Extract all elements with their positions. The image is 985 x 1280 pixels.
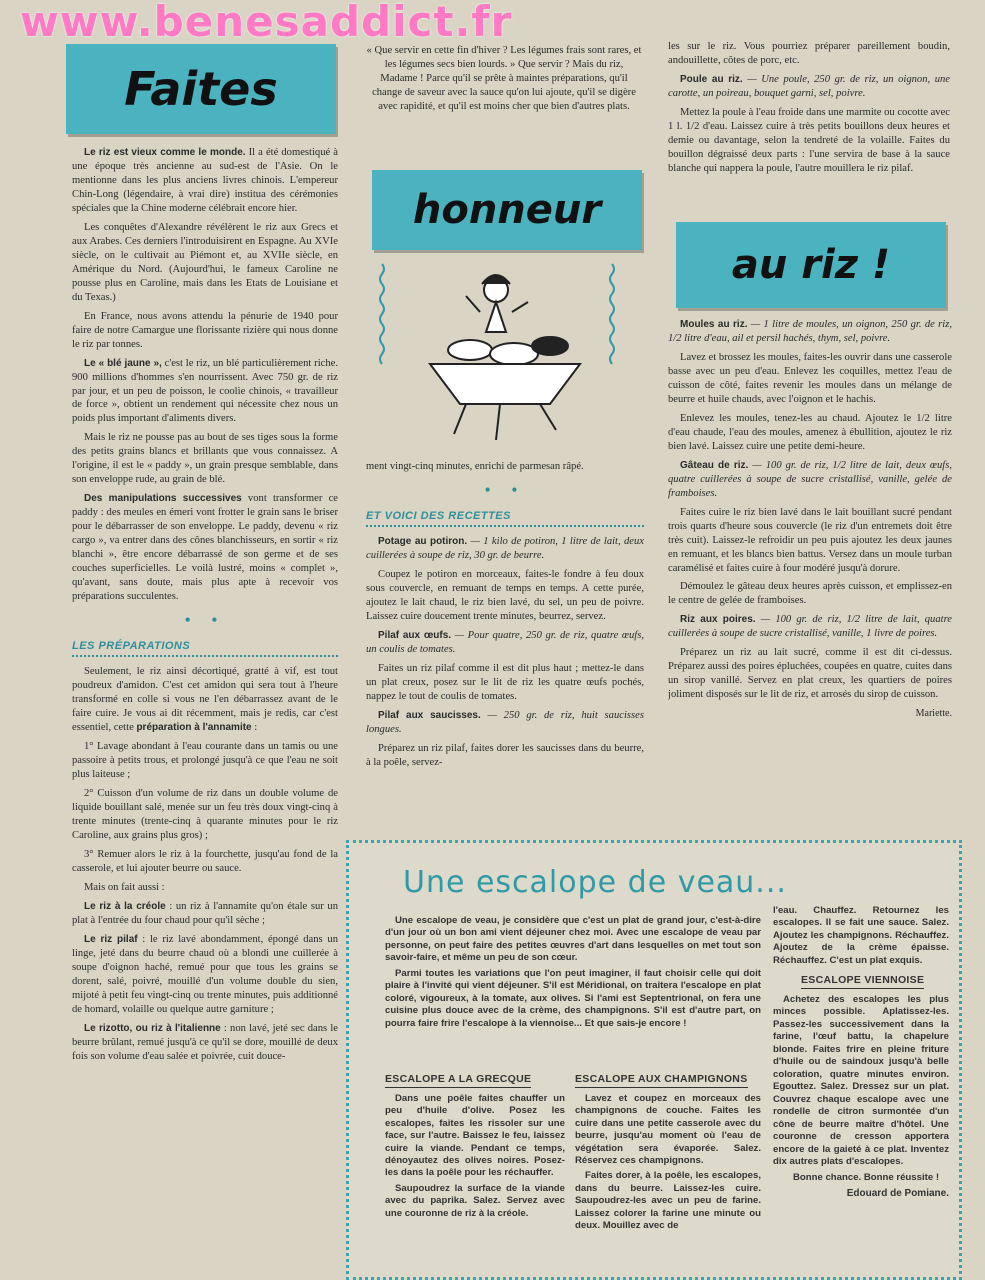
lead: Riz aux poires. [680, 614, 756, 626]
banner-honneur-text: honneur [412, 186, 602, 233]
paragraph: Préparez un riz pilaf, faites dorer les saucisses dans du beurre, à la poêle, servez- [366, 742, 644, 768]
escalope-right-column [773, 905, 949, 1277]
paragraph: ment vingt-cinq minutes, enrichi de parmesan râpé. [366, 461, 584, 472]
banner-honneur [372, 170, 642, 250]
lead: Des manipulations successives [84, 493, 242, 505]
heading-grecque: ESCALOPE A LA GRECQUE [385, 1073, 531, 1088]
paragraph: Mais on fait aussi : [84, 881, 165, 893]
banner-faites [66, 44, 336, 134]
paragraph: Coupez le potiron en morceaux, faites-le fondre à feu doux sous couvercle, en remuant de temps en temps. A cette purée, ajoutez le lait chaud, le riz bien lavé, du sel, un peu de poivre. Laissez cuire doucement trente minutes, beurrez, servez. [366, 569, 644, 623]
lead: Pilaf aux œufs. [378, 630, 452, 642]
lead: Potage au potiron. [378, 536, 468, 548]
signature-pomiane: Edouard de Pomiane. [846, 1188, 949, 1200]
column-3-top [668, 40, 950, 220]
column-3-bottom [668, 318, 952, 832]
paragraph: Démoulez le gâteau deux heures après cuisson, et emplissez-en le centre de gelée de framboises. [668, 581, 952, 607]
paragraph: Saupoudrez la surface de la viande avec du paprika. Salez. Servez avec une couronne de riz à la créole. [385, 1182, 565, 1219]
paragraph: « Que servir en cette fin d'hiver ? Les légumes frais sont rares, et les légumes secs bien lourds. » Que servir ? Mais du riz, Madame ! Parce qu'il se prête à maintes préparations, qu'il change de saveur avec la sauce qu'on lui ajoute, qu'il se digère avec rapidité, et qu'il est moins cher que bien d'autres plats. [366, 45, 642, 112]
escalope-champignons [575, 1069, 761, 1275]
heading-champignons: ESCALOPE AUX CHAMPIGNONS [575, 1073, 748, 1088]
heading-viennoise: ESCALOPE VIENNOISE [801, 974, 924, 989]
paragraph: Mais le riz ne pousse pas au bout de ses tiges sous la forme des petits grains blancs et brillants que vous connaissez. A l'origine, il est le « paddy », un grain presque semblable, dans son enveloppe rude, au grain de blé. [72, 432, 338, 486]
lead: Pilaf aux saucisses. [378, 709, 481, 721]
paragraph: Une escalope de veau, je considère que c'est un plat de grand jour, c'est-à-dire d'un jour où un bon ami vient déjeuner chez moi. Avec une escalope de veau par personne, on peut faire des petites œuvres d'art dans lesquelles on met tout son savoir-faire, et même un peu de son cœur. [385, 915, 761, 964]
paragraph: Le rizotto, ou riz à l'italienne : non lavé, jeté sec dans le beurre brûlant, remué jusqu'à ce qu'il se dore, mouillé de deux fois son volume d'eau salée et poivrée, cuit douce- [72, 1022, 338, 1062]
paragraph: Pilaf aux œufs. — Pour quatre, 250 gr. de riz, quatre œufs, un coulis de tomates. [366, 630, 644, 656]
lead: Le riz pilaf [84, 933, 138, 945]
paragraph: Enlevez les moules, tenez-les au chaud. Ajoutez le 1/2 litre d'eau chaude, l'eau des moules, amenez à ébullition, ajoutez le riz bien lavé. Laissez cuire une petite demi-heure. [668, 412, 952, 452]
banner-faites-text: Faites [124, 61, 278, 116]
escalope-intro [385, 915, 761, 1073]
paragraph: Dans une poêle faites chauffer un peu d'huile d'olive. Posez les escalopes, faites les rissoler sur une face, sur l'autre. Baissez le feu, laissez cuire la viande. Pendant ce temps, dénoyautez des olives noires. Posez-les dans la poêle pour les réchauffer. [385, 1092, 565, 1179]
paragraph: Le riz à la créole : un riz à l'annamite qu'on étale sur un plat à l'entrée du four chaud pour qu'il sèche ; [72, 900, 338, 926]
paragraph: Moules au riz. — 1 litre de moules, un oignon, 250 gr. de riz, 1/2 litre d'eau, ail et persil hachés, thym, sel, poivre. [668, 319, 952, 344]
cook-illustration [370, 254, 642, 454]
paragraph: Préparez un riz au lait sucré, comme il est dit ci-dessus. Préparez aussi des poires épluchées, coupées en quatre, cuites dans un sirop vanillé. Servez en plat creux, les quartiers de poires joliment disposés sur le lit de riz, et arrosés du sirop de cuisson. [668, 647, 952, 701]
paragraph: Lavez et brossez les moules, faites-les ouvrir dans une casserole basse avec un peu d'eau. Enlevez les coquilles, mettez l'eau de cuisson de côté, faites revenir les moules dans un mélange de beurre et huile chauds, avec l'oignon et le hachis. [668, 351, 952, 405]
escalope-title: Une escalope de veau... [403, 865, 787, 900]
lead: Le rizotto, ou riz à l'italienne [84, 1022, 221, 1034]
lead: Poule au riz. [680, 73, 743, 85]
paragraph: Bonne chance. Bonne réussite ! [792, 1171, 940, 1183]
paragraph: En France, nous avons attendu la pénurie de 1940 pour faire de notre Camargue une florissante rizière qui nous donne le riz par tonnes. [72, 310, 338, 350]
lead: Le riz est vieux comme le monde. [84, 147, 246, 158]
paragraph: Seulement, le riz ainsi décortiqué, gratté à vif, est tout poudreux d'amidon. C'est cet amidon qui sera tout à l'heure transformé en colle si vous ne l'en débarrassez avant de le faire cuire. Je vous ai dit récemment, mais je redis, car c'est essentiel, cette préparation à l'annamite : [72, 666, 338, 734]
escalope-grecque [385, 1069, 565, 1275]
paragraph: Le riz pilaf : le riz lavé abondamment, épongé dans un linge, jeté dans du beurre chaud où a blondi une cuillerée à soupe d'oignon haché, remué pour que tous les grains se dorent, salé, poivré, mouillé d'un volume double du sien, mijoté à petit feu vingt-cinq ou trente minutes, puis additionné de homard, volaille ou quelque autre garniture ; [72, 933, 338, 1015]
paragraph: Gâteau de riz. — 100 gr. de riz, 1/2 litre de lait, deux œufs, quatre cuillerées à soupe de sucre cristallisé, vanille, gelée de framboises. [668, 459, 952, 499]
paragraph: les sur le riz. Vous pourriez préparer pareillement boudin, andouillette, côtes de porc, etc. [668, 41, 950, 66]
paragraph: Mettez la poule à l'eau froide dans une marmite ou cocotte avec 1 l. 1/2 d'eau. Laissez cuire à très petits bouillons deux heures et demie ou davantage, selon la tendreté de la volaille. Faites du bouillon dégraissé deux parts : l'une servira de base à la sauce blanche qui nappera la poule, l'autre mouillera le riz pilaf. [668, 106, 950, 174]
column-2-bottom [366, 460, 644, 830]
paragraph: Faites un riz pilaf comme il est dit plus haut ; mettez-le dans un plat creux, posez sur le lit de riz les quatre œufs pochés, nappez le tout de coulis de tomates. [366, 662, 644, 702]
paragraph: 1° Lavage abondant à l'eau courante dans un tamis ou une passoire à petits trous, et prolongé jusqu'à ce que l'eau ne soit plus laiteuse ; [72, 741, 338, 781]
banner-au-riz [676, 222, 946, 308]
ornament-dots: • • [184, 610, 226, 631]
paragraph: Le « blé jaune », c'est le riz, un blé particulièrement riche. 900 millions d'hommes s'en nourrissent. Avec 750 gr. de riz par jour, et un peu de poisson, le coolie chinois, « travailleur de force », obtient un rendement qui nécessite chez nous un poids plus important d'aliments divers. [72, 357, 338, 425]
lead: Le « blé jaune », [84, 357, 162, 369]
paragraph: Poule au riz. — Une poule, 250 gr. de riz, un oignon, une carotte, un poireau, bouquet garni, sel, poivre. [668, 73, 950, 99]
paragraph: Faites cuire le riz bien lavé dans le lait bouillant sucré pendant trois quarts d'heure sous couvercle (le riz d'un entremets doit être très cuit). Laissez-le refroidir un peu puis ajoutez les deux jaunes en remuant, et les blancs bien battus. Versez dans un moule turban caramélisé et faites cuire à four modéré jusqu'à dorure. [668, 506, 952, 574]
paragraph: Riz aux poires. — 100 gr. de riz, 1/2 litre de lait, quatre cuillerées à soupe de sucre cristallisé, vanille, 1 livre de poires. [668, 614, 952, 640]
paragraph: Des manipulations successives vont transformer ce paddy : des meules en émeri vont frotter le grain sans le briser pour le débarrasser de son enveloppe. Le paddy, devenu « riz cargo », va entrer dans des cônes blanchisseurs, en sortir « riz blanchi », être encore débarrassé de son germe et de ses couches superficielles. Le voilà lustré, moins « complet », qu'avant, sans doute, mais plus apte à recevoir vos préparations succulentes. [72, 493, 338, 603]
paragraph: Faites dorer, à la poêle, les escalopes, dans du beurre. Laissez-les cuire. Saupoudrez-les avec un peu de farine. Laissez colorer la farine une minute ou deux. Mouillez avec de [575, 1170, 761, 1232]
column-2-top [366, 44, 642, 164]
paragraph: 3° Remuer alors le riz à la fourchette, jusqu'au fond de la casserole, et lui ajouter beurre ou sauce. [72, 848, 338, 874]
section-heading-preparations: LES PRÉPARATIONS [72, 639, 338, 658]
lead: Le riz à la créole [84, 900, 166, 912]
paragraph: Pilaf aux saucisses. — 250 gr. de riz, huit saucisses longues. [366, 709, 644, 735]
paragraph: Potage au potiron. — 1 kilo de potiron, 1 litre de lait, deux cuillerées à soupe de riz, 30 gr. de beurre. [366, 536, 644, 562]
paragraph: l'eau. Chauffez. Retournez les escalopes. Il se fait une sauce. Salez. Ajoutez les champignons. Réchauffez. Ajoutez de la crème épaisse. Réchauffez. C'est un plat exquis. [773, 905, 949, 966]
escalope-article-box [346, 840, 962, 1280]
watermark: www.benesaddict.fr [20, 0, 513, 46]
ornament-dots: • • [484, 479, 526, 500]
banner-au-riz-text: au riz ! [731, 241, 891, 288]
paragraph: Achetez des escalopes les plus minces possible. Aplatissez-les. Passez-les successivement dans la farine, l'œuf battu, la chapelure blonde. Faites frire en pleine friture d'huile ou de saindoux jusqu'à belle coloration, quatre minutes environ. Egouttez. Salez. Dressez sur un plat. Couvrez chaque escalope avec une rondelle de citron surmontée d'un cône de beurre maître d'hôtel. Une couronne de cresson apportera encore de la gaieté à ce plat. Inventez dix autres plats d'escalopes. [773, 993, 949, 1168]
column-1 [72, 146, 338, 1280]
paragraph: Lavez et coupez en morceaux des champignons de couche. Faites les cuire dans une petite casserole avec du beurre, jusqu'au moment où l'eau de végétation sera évaporée. Salez. Réservez ces champignons. [575, 1092, 761, 1166]
paragraph: Parmi toutes les variations que l'on peut imaginer, il faut choisir celle qui doit plaire à l'invité qui vient déjeuner. S'il est Méridional, on traitera l'escalope en plat coloré, vigoureux, à la tomate, aux olives. Si l'ami est Septentrional, on fera une cuisine plus douce avec de la crème, des champignons. S'il est d'autre part, on pourra faire frire l'escalope à la viennoise... Et que sais-je encore ! [385, 967, 761, 1029]
paragraph: Le riz est vieux comme le monde. Il a été domestiqué à une époque très ancienne au sud-est de l'Asie. On le mentionne dans les plus anciens livres chinois. L'empereur Chin-Long (légendaire, à vrai dire) institua des cérémonies spéciales que la Chine moderne célébrait encore hier. [72, 147, 338, 214]
paragraph: 2° Cuisson d'un volume de riz dans un double volume de liquide bouillant salé, menée sur un feu très doux vingt-cinq à trente minutes (trente-cinq à quarante minutes pour le riz Caroline, aux grains plus gros) ; [72, 788, 338, 841]
signature-mariette: Mariette. [915, 708, 952, 720]
section-heading-recettes: ET VOICI DES RECETTES [366, 509, 644, 528]
lead: Moules au riz. [680, 319, 748, 330]
lead: Gâteau de riz. [680, 459, 749, 471]
paragraph: Les conquêtes d'Alexandre révélèrent le riz aux Grecs et aux Arabes. Ces derniers l'introduisirent en Espagne. Au XVIe siècle, on le cultivait au Piémont et, au XVIIe siècle, en Amérique du Nord. (Aujourd'hui, le fameux Caroline ne pousse plus en Caroline, mais dans les Etats de Louisiane et du Texas.) [72, 221, 338, 303]
